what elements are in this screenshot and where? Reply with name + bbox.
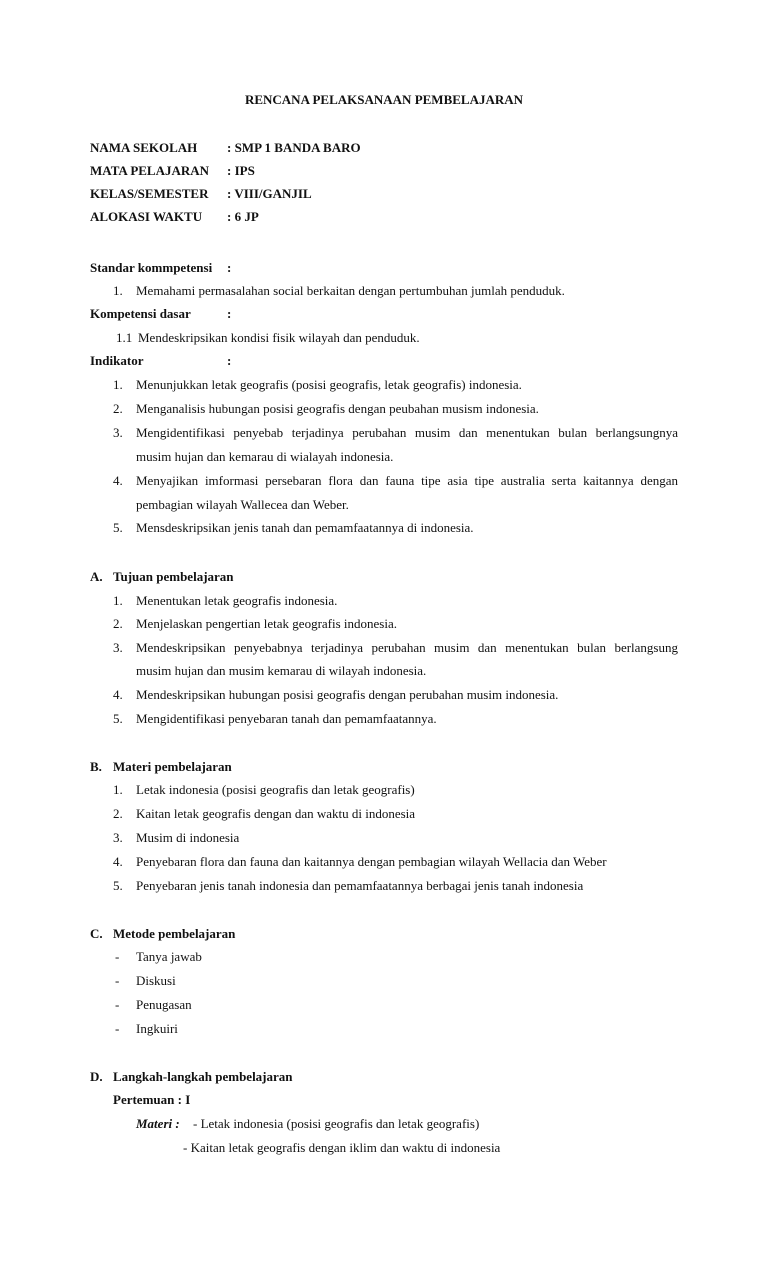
indikator-label: Indikator bbox=[90, 353, 144, 368]
identity-label-class: KELAS/SEMESTER bbox=[90, 186, 209, 201]
indikator-item-number: 3. bbox=[113, 425, 123, 440]
section-d-heading: Langkah-langkah pembelajaran bbox=[113, 1069, 293, 1084]
identity-label-school: NAMA SEKOLAH bbox=[90, 140, 198, 155]
indikator-item-text: Mengidentifikasi penyebab terjadinya perubahan musim dan menentukan bulan berlangsungnya bbox=[136, 425, 678, 440]
section-a-heading: Tujuan pembelajaran bbox=[113, 569, 234, 584]
section-c-item-bullet: - bbox=[115, 1021, 120, 1036]
section-a-item-text: Menjelaskan pengertian letak geografis indonesia. bbox=[136, 616, 397, 631]
section-c-item-bullet: - bbox=[115, 949, 120, 964]
section-b-item-text: Penyebaran jenis tanah indonesia dan pemamfaatannya berbagai jenis tanah indonesia bbox=[136, 878, 584, 893]
standar-colon: : bbox=[227, 260, 232, 275]
materi-line-2: - Kaitan letak geografis dengan iklim dan waktu di indonesia bbox=[183, 1140, 501, 1155]
section-a-item-number: 3. bbox=[113, 640, 123, 655]
indikator-colon: : bbox=[227, 353, 232, 368]
section-b-item-number: 1. bbox=[113, 782, 123, 797]
section-a-item-number: 4. bbox=[113, 687, 123, 702]
indikator-item-number: 5. bbox=[113, 520, 123, 535]
section-c-item-text: Penugasan bbox=[136, 997, 192, 1012]
section-b-item-number: 4. bbox=[113, 854, 123, 869]
kompetensi-item-number: 1.1 bbox=[116, 330, 133, 345]
section-a-item-text: Mendeskripsikan hubungan posisi geografis dengan perubahan musim indonesia. bbox=[136, 687, 559, 702]
section-b-item-number: 3. bbox=[113, 830, 123, 845]
identity-label-time: ALOKASI WAKTU bbox=[90, 209, 203, 224]
indikator-item-text-cont: musim hujan dan kemarau di wialayah indonesia. bbox=[136, 449, 394, 464]
section-c-item-text: Diskusi bbox=[136, 973, 176, 988]
indikator-item-number: 4. bbox=[113, 473, 123, 488]
indikator-item-text: Menyajikan imformasi persebaran flora dan fauna tipe asia tipe australia serta kaitannya dengan bbox=[136, 473, 678, 488]
materi-line-1: - Letak indonesia (posisi geografis dan letak geografis) bbox=[193, 1116, 480, 1131]
indikator-item-text-cont: pembagian wilayah Wallecea dan Weber. bbox=[136, 497, 349, 512]
section-a-item-number: 5. bbox=[113, 711, 123, 726]
standar-item-number: 1. bbox=[113, 283, 123, 298]
section-c-letter: C. bbox=[90, 926, 103, 941]
section-a-item-text: Mengidentifikasi penyebaran tanah dan pemamfaatannya. bbox=[136, 711, 437, 726]
section-b-item-text: Penyebaran flora dan fauna dan kaitannya dengan pembagian wilayah Wellacia dan Weber bbox=[136, 854, 607, 869]
section-b-item-text: Kaitan letak geografis dengan dan waktu di indonesia bbox=[136, 806, 416, 821]
indikator-item-text: Menganalisis hubungan posisi geografis dengan peubahan musism indonesia. bbox=[136, 401, 539, 416]
pertemuan-label: Pertemuan : I bbox=[113, 1092, 191, 1107]
section-b-letter: B. bbox=[90, 759, 102, 774]
section-a-item-number: 1. bbox=[113, 593, 123, 608]
indikator-item-number: 1. bbox=[113, 377, 123, 392]
section-c-item-bullet: - bbox=[115, 973, 120, 988]
identity-value-class: : VIII/GANJIL bbox=[227, 186, 312, 201]
indikator-item-text: Menunjukkan letak geografis (posisi geografis, letak geografis) indonesia. bbox=[136, 377, 522, 392]
section-a-item-text: Menentukan letak geografis indonesia. bbox=[136, 593, 338, 608]
section-b-item-number: 5. bbox=[113, 878, 123, 893]
kompetensi-colon: : bbox=[227, 306, 232, 321]
indikator-item-number: 2. bbox=[113, 401, 123, 416]
section-a-item-text: Mendeskripsikan penyebabnya terjadinya perubahan musim dan menentukan bulan berlangsung bbox=[136, 640, 678, 655]
identity-value-school: : SMP 1 BANDA BARO bbox=[227, 140, 361, 155]
section-b-item-text: Letak indonesia (posisi geografis dan letak geografis) bbox=[136, 782, 415, 797]
identity-label-subject: MATA PELAJARAN bbox=[90, 163, 210, 178]
section-a-item-number: 2. bbox=[113, 616, 123, 631]
kompetensi-item-text: Mendeskripsikan kondisi fisik wilayah dan penduduk. bbox=[138, 330, 420, 345]
page-title: RENCANA PELAKSANAAN PEMBELAJARAN bbox=[244, 92, 524, 107]
section-c-item-bullet: - bbox=[115, 997, 120, 1012]
section-a-letter: A. bbox=[90, 569, 103, 584]
identity-value-time: : 6 JP bbox=[227, 209, 259, 224]
section-b-heading: Materi pembelajaran bbox=[113, 759, 232, 774]
materi-label: Materi : bbox=[136, 1116, 180, 1131]
section-d-letter: D. bbox=[90, 1069, 103, 1084]
identity-value-subject: : IPS bbox=[227, 163, 255, 178]
standar-item-text: Memahami permasalahan social berkaitan dengan pertumbuhan jumlah penduduk. bbox=[136, 283, 565, 298]
standar-label: Standar kommpetensi bbox=[90, 260, 213, 275]
section-c-item-text: Ingkuiri bbox=[136, 1021, 178, 1036]
section-a-item-text-cont: musim hujan dan musim kemarau di wilayah indonesia. bbox=[136, 663, 427, 678]
section-c-heading: Metode pembelajaran bbox=[113, 926, 236, 941]
indikator-item-text: Mensdeskripsikan jenis tanah dan pemamfaatannya di indonesia. bbox=[136, 520, 474, 535]
kompetensi-label: Kompetensi dasar bbox=[90, 306, 191, 321]
section-b-item-number: 2. bbox=[113, 806, 123, 821]
section-b-item-text: Musim di indonesia bbox=[136, 830, 240, 845]
section-c-item-text: Tanya jawab bbox=[136, 949, 202, 964]
